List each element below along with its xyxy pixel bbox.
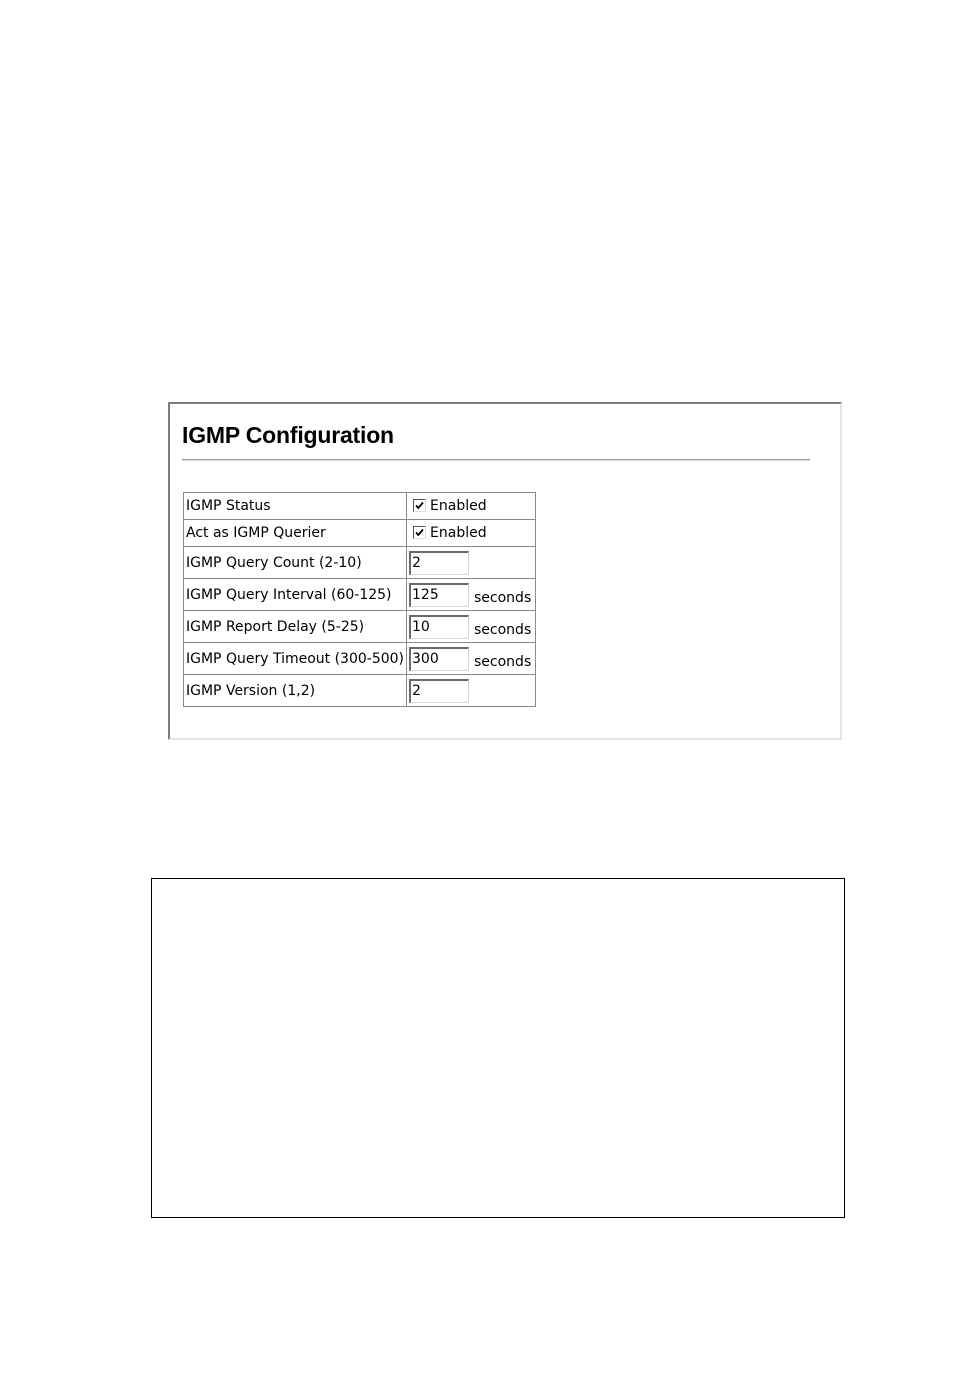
query-interval-unit: seconds [474, 589, 532, 606]
table-row-query-timeout [184, 643, 536, 675]
query-timeout-value [407, 643, 536, 675]
act-as-querier-label: Act as IGMP Querier [184, 520, 407, 547]
report-delay-value [407, 611, 536, 643]
report-delay-unit: seconds [474, 621, 532, 638]
igmp-settings-table [183, 492, 536, 707]
igmp-status-enabled-label: Enabled [430, 498, 487, 514]
query-timeout-input[interactable]: 300 [409, 647, 469, 671]
query-count-value [407, 547, 536, 579]
query-count-label: IGMP Query Count (2-10) [184, 547, 407, 579]
table-row-igmp-status [184, 493, 536, 520]
checkmark-icon [414, 527, 425, 538]
query-interval-value [407, 579, 536, 611]
report-delay-label: IGMP Report Delay (5-25) [184, 611, 407, 643]
query-count-input[interactable]: 2 [409, 551, 469, 575]
table-row-report-delay [184, 611, 536, 643]
act-as-querier-value [407, 520, 536, 547]
table-row-query-count [184, 547, 536, 579]
igmp-configuration-panel [168, 402, 842, 740]
igmp-version-input[interactable]: 2 [409, 679, 469, 703]
igmp-version-value [407, 675, 536, 707]
act-as-querier-checkbox[interactable] [413, 526, 426, 539]
igmp-version-label: IGMP Version (1,2) [184, 675, 407, 707]
report-delay-input[interactable]: 10 [409, 615, 469, 639]
page-title: IGMP Configuration [182, 422, 394, 448]
table-row-act-as-querier [184, 520, 536, 547]
empty-bordered-box [151, 878, 845, 1218]
act-as-querier-enabled-label: Enabled [430, 525, 487, 541]
table-row-igmp-version [184, 675, 536, 707]
igmp-status-checkbox[interactable] [413, 499, 426, 512]
query-timeout-label: IGMP Query Timeout (300-500) [184, 643, 407, 675]
query-timeout-unit: seconds [474, 653, 532, 670]
igmp-status-value [407, 493, 536, 520]
query-interval-label: IGMP Query Interval (60-125) [184, 579, 407, 611]
table-row-query-interval [184, 579, 536, 611]
igmp-status-label: IGMP Status [184, 493, 407, 520]
title-divider [182, 459, 810, 461]
query-interval-input[interactable]: 125 [409, 583, 469, 607]
checkmark-icon [414, 500, 425, 511]
